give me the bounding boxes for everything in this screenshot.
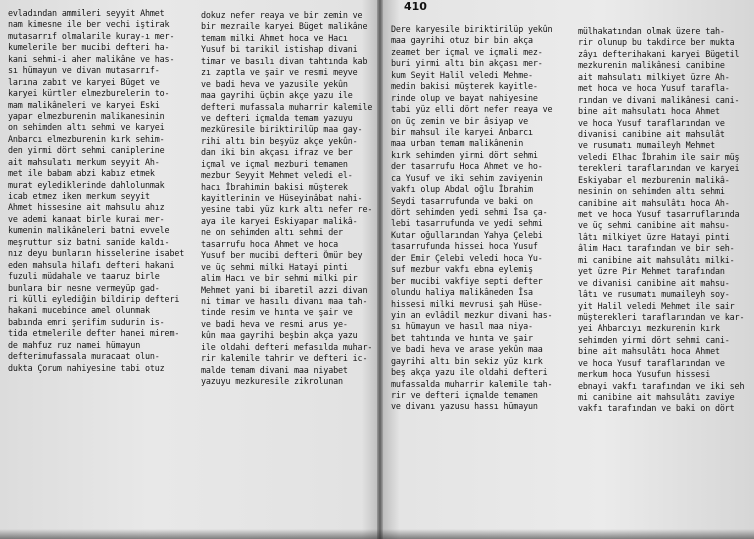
text-line: met ve hoca Yusuf tasarruflarında (578, 209, 740, 219)
text-line: ait mahsulatı merkum seyyit Ah- (8, 156, 160, 167)
text-line: lâtı milkiyet üzre Hatayi pinti (578, 231, 730, 242)
text-line: met hoca ve hoca Yusuf tarafla- (578, 83, 730, 94)
text-line: dört sehimden yedi sehmi İsa ça- (391, 207, 548, 217)
text-line: bir mezraile karyei Büget malikâne (201, 21, 368, 32)
text-line: kûn maa gayrihi beşbin akça yazu (201, 330, 358, 341)
text-line: bine ait mahsulatı hoca Ahmet (578, 106, 720, 117)
text-line: vakfı tarafından ve baki on dört (578, 403, 735, 414)
text-line: yin an evlâdil mezkur divani has- (391, 309, 553, 320)
text-column-3 (391, 24, 569, 413)
text-line: terekleri taraflarından ve karyei (578, 163, 740, 174)
text-line: zâyı defterihakani karyei Bügetil (578, 48, 740, 59)
text-line: bet tahtında ve hınta ve şair (391, 332, 533, 343)
text-line: yet üzre Pir Mehmet tarafından (578, 266, 725, 277)
page-number: 410 (404, 0, 427, 13)
text-line: Yusuf ber mucibi defteri Ömür bey (201, 250, 363, 261)
text-line: ve defteri içmalda temam yazuyu (201, 112, 353, 123)
text-line: icab etmez iken merkum seyyit (8, 191, 150, 201)
text-line: ve hoca Yusuf taraflarından ve (578, 357, 725, 368)
text-line: sı hümayun ve hasıl maa niya- (391, 321, 533, 332)
text-line: âlim Hacı tarafından ve bir seh- (578, 243, 735, 254)
text-line: mezbur Seyyit Mehmet veledi el- (201, 170, 353, 181)
text-line: suf mezbur vakfı ebna eylemiş (391, 264, 533, 275)
text-line: kum Seyit Halil veledi Mehme- (391, 69, 533, 80)
text-line: lebi tasarrufunda ve yedi sehmi (391, 218, 543, 229)
text-line: Ahmet hissesine ait mahsulu ahız (8, 202, 165, 213)
text-line: rından ve divani malikânesi cani- (578, 94, 740, 105)
text-line: tasarrufu hoca Ahmet ve hoca (201, 238, 338, 249)
text-line: kani sehmi-i aher malikâne ve has- (8, 53, 175, 64)
text-line: der Emir Çelebi veledi hoca Yu- (391, 252, 543, 263)
text-line: ve badi heva ve yazusile yekûn (201, 78, 348, 89)
text-line: yit Halil veledi Mehmet ile sair (578, 300, 735, 311)
text-line: sehimden yirmi dört sehmi cani- (578, 334, 730, 345)
text-line: tida etmelerile defter hanei mirem- (8, 328, 180, 339)
text-line: beş akça yazu ile oldahi defteri (391, 367, 548, 378)
text-line: dan iki bin akçası ifraz ve ber (201, 147, 353, 158)
text-line: mülhakatından olmak üzere tah- (578, 26, 725, 36)
text-line: hissesi milki mevrusi şah Hüse- (391, 298, 543, 309)
text-line: veledi Elhac İbrahim ile sair müş (578, 151, 740, 162)
text-line: sı hümayun ve divan mutasarrıf- (8, 65, 160, 76)
text-line: ve badi heva ve resmi arus ye- (201, 318, 348, 329)
text-line: zı zaptla ve şair ve resmi meyve (201, 67, 358, 78)
text-line: kayitlerinin ve Hüseyinâbat nahi- (201, 193, 363, 203)
text-line: maa gayrihi üçbin akçe yazu ile (201, 90, 353, 101)
text-line: rir kalemile tahrir ve defteri ic- (201, 353, 368, 364)
text-line: tinde resim ve hınta ve şair ve (201, 307, 353, 318)
text-line: ve rusumatı mumaileyh Mehmet (578, 140, 715, 151)
text-line: olundu haliya malikâneden İsa (391, 287, 533, 298)
text-line: evladından ammileri seyyit Ahmet (8, 8, 165, 18)
text-line: timar ve basılı divan tahtında kab (201, 55, 368, 66)
text-line: mufassalda muharrir kalemile tah- (391, 378, 553, 389)
text-line: maa urban temam malikânenin (391, 138, 524, 149)
text-line: ve üç sehmi canibine ait mahsu- (578, 220, 730, 231)
text-line: dukta Çorum nahiyesine tabi otuz (8, 362, 165, 373)
text-line: kumenin malikâneleri batni evvele (8, 225, 170, 236)
text-line: müşterekleri taraflarından ve kar- (578, 311, 745, 322)
text-line: alim Hacı ve bir sehmi milki pir (201, 273, 358, 284)
text-line: karyei kürtler elmezburelerin to- (8, 88, 170, 99)
text-line: ve ademi kanaat birle kurai mer- (8, 213, 165, 224)
text-line: yapar elmezburenin malikanesinin (8, 110, 165, 121)
text-line: nam kimesne ile ber vechi iştirak (8, 19, 170, 30)
text-line: rihi altı bin beşyüz akçe yekûn- (201, 135, 358, 146)
text-line: malde temam divani maa niyabet (201, 364, 348, 375)
text-line: dokuz nefer reaya ve bir zemin ve (201, 10, 363, 20)
text-line: mutasarrıf olmalarile kuray-ı mer- (8, 30, 175, 41)
text-line: temam milki Ahmet hoca ve Hacı (201, 32, 348, 43)
text-line: tabi yüz elli dört nefer reaya ve (391, 104, 553, 115)
text-line: mezküresile biriktirilüp maa gay- (201, 124, 363, 135)
text-line: ve badi heva ve arase yekûn maa (391, 344, 543, 355)
text-column-4 (578, 26, 748, 415)
text-line: mi canibine ait mahsulâtı milki- (578, 254, 735, 265)
text-line: Yusuf bi tarikil istishap divani (201, 44, 358, 55)
text-line: ber mucibi vakfiye septi defter (391, 275, 543, 286)
text-line: Anbarcı elmezburenin kırk sehim- (8, 133, 165, 144)
text-line: eden mahsula hilafı defteri hakani (8, 259, 175, 270)
text-column-1 (8, 8, 194, 374)
text-line: ca Yusuf ve iki sehim zaviyenin (391, 172, 543, 183)
text-line: defterimufassala muracaat olun- (8, 351, 160, 362)
text-line: rir ve defteri içmalde temamen (391, 390, 538, 400)
text-line: nesinin on sehimden altı sehmi (578, 186, 725, 197)
text-line: rinde olup ve bayat nahiyesine (391, 92, 538, 103)
text-line: kumelerile ber mucibi defteri ha- (8, 42, 170, 53)
text-line: meşruttur siz batni sanide kaldı- (8, 236, 170, 247)
text-line: bunlara bir nesne vermeyüp gad- (8, 282, 160, 293)
page-bottom-shadow (0, 529, 754, 539)
text-line: bine ait mahsulâtı hoca Ahmet (578, 346, 720, 357)
text-line: met ile babam abzi kabız etmek (8, 168, 155, 179)
text-line: ebnayi vakfı tarafından ve iki seh (578, 380, 745, 391)
text-line: ni timar ve hasılı divanı maa tah- (201, 295, 368, 306)
text-line: mi canibine ait mahsulâtı zaviye (578, 392, 735, 402)
text-line: vakfı olup Abdal oğlu İbrahim (391, 184, 533, 195)
text-line: der tasarrufu Hoca Ahmet ve ho- (391, 161, 543, 172)
text-line: zeamet ber içmal ve içmali mez- (391, 46, 543, 57)
text-line: hakani mucebince amel olunmak (8, 305, 150, 316)
text-line: kırk sehimden yirmi dört sehmi (391, 149, 538, 160)
text-column-2 (201, 10, 377, 387)
text-line: fuzuli müdahale ve taaruz birle (8, 271, 160, 282)
text-line: ve divanisi canibine ait mahsu- (578, 277, 730, 288)
text-line: yei Ahbarcıyı mezkurenin kırk (578, 323, 720, 334)
text-line: ait mahsulatı milkiyet üzre Ah- (578, 71, 730, 82)
text-line: yazuyu mezkuresile zikrolunan (201, 376, 343, 386)
text-line: buri yirmi altı bin akçası mer- (391, 58, 543, 69)
text-line: ile oldahi defteri mefasılda muhar- (201, 341, 373, 352)
book-gutter (377, 0, 383, 539)
text-line: içmal ve içmal mezburi temamen (201, 158, 348, 169)
text-line: Dere karyesile biriktirilüp yekûn (391, 24, 553, 34)
text-line: aya ile karyei Eskiyapar malikâ- (201, 215, 358, 226)
text-line: murat eylediklerinde dahlolunmak (8, 179, 165, 190)
text-line: larına zabıt ve karyei Büget ve (8, 76, 160, 87)
text-line: mezkurenin malikânesi canibine (578, 60, 725, 71)
text-line: bir mahsul ile karyei Anbarcı (391, 126, 533, 137)
text-line: ri külli eylediğin bildirip defteri (8, 293, 180, 304)
text-line: canibine ait mahsulâtı hoca Ah- (578, 197, 730, 208)
text-line: medin bakisi müşterek kayitle- (391, 81, 538, 92)
text-line: gayrihi altı bin sekiz yüz kırk (391, 355, 543, 366)
text-line: Kutar oğullarından Yahya Çelebi (391, 229, 543, 240)
text-line: ve üç sehmi milki Hatayi pinti (201, 261, 348, 272)
text-line: divanisi canibine ait mahsulât (578, 128, 725, 139)
text-line: hacı İbrahimin bakisi müşterek (201, 181, 348, 192)
text-line: mam malikâneleri ve karyei Eski (8, 99, 160, 110)
text-line: maa gayrihi otuz bir bin akça (391, 35, 533, 46)
text-line: on üç zemin ve bir âsiyap ve (391, 115, 528, 126)
text-line: Mehmet yani bi ibaretil azzi divan (201, 284, 368, 295)
text-line: lâtı ve rusumatı mumaileyh soy- (578, 289, 730, 300)
text-line: ve divanı yazusu hassı hümayun (391, 401, 538, 412)
text-line: den yirmi dört sehmi caniplerine (8, 145, 165, 156)
text-line: Eskiyabar el mezburenin malikâ- (578, 174, 730, 185)
text-line: on sehimden altı sehmi ve karyei (8, 122, 165, 133)
text-line: ve hoca Yusuf taraflarından ve (578, 117, 725, 128)
text-line: babında emri şerifim sudurin is- (8, 316, 165, 327)
text-line: defteri mufassala muharrir kalemile (201, 101, 373, 112)
text-line: tasarrufunda hissei hoca Yusuf (391, 241, 538, 252)
text-line: Seydi tasarrufunda ve baki on (391, 195, 533, 206)
text-line: ne on sehimden altı sehmi der (201, 227, 343, 238)
text-line: nız deyu bunların hisselerine isabet (8, 248, 185, 259)
text-line: yesine tabi yüz kırk altı nefer re- (201, 204, 373, 215)
text-line: rir olunup bu takdirce ber mukta (578, 37, 735, 48)
text-line: de mahfuz ruz namei hümayun (8, 339, 141, 350)
text-line: merkum hoca Yusufun hissesi (578, 369, 711, 380)
